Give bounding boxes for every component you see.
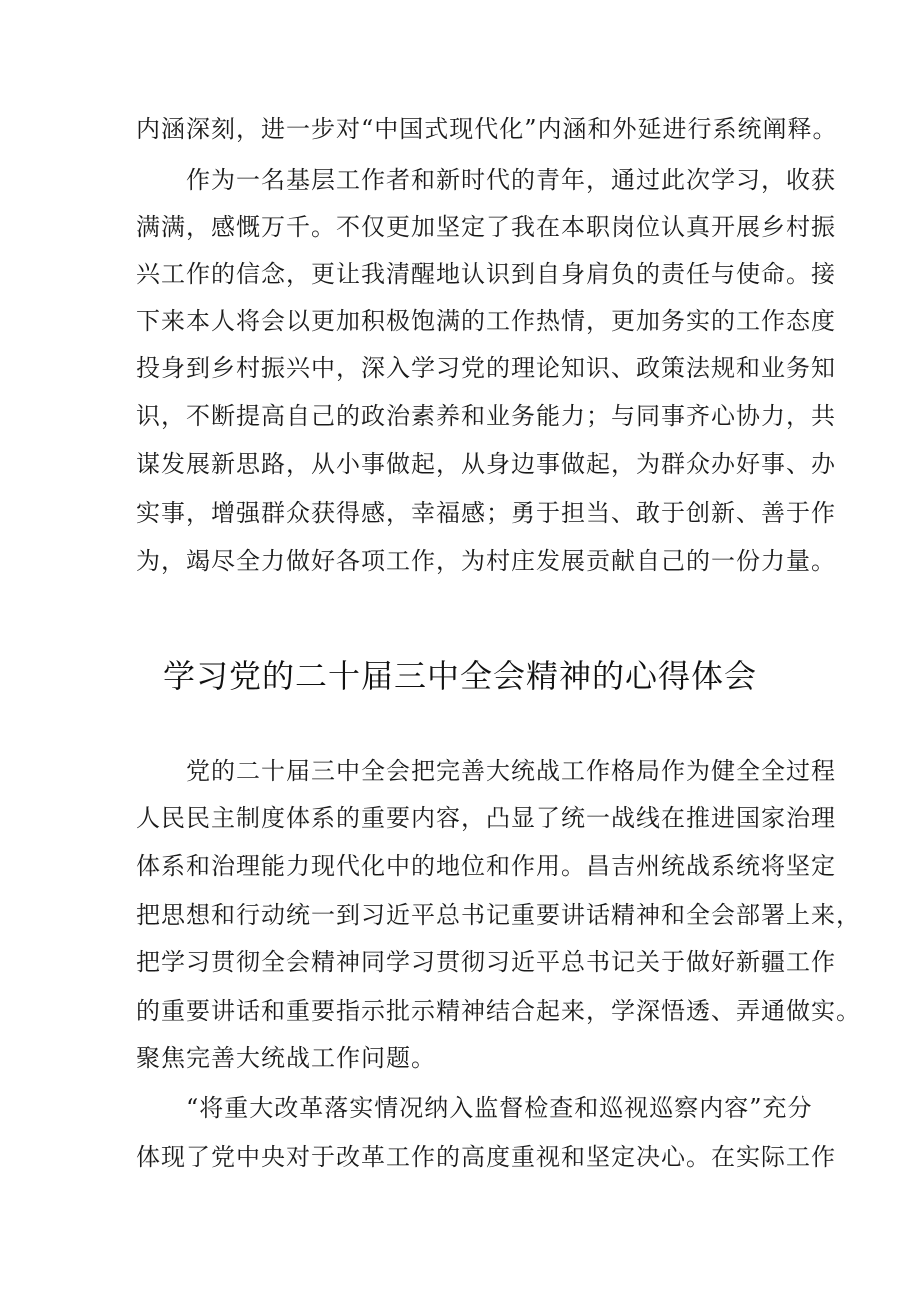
- text-line: 把学习贯彻全会精神同学习贯彻习近平总书记关于做好新疆工作: [136, 948, 836, 976]
- text-line: 下来本人将会以更加积极饱满的工作热情，更加务实的工作态度: [136, 307, 836, 335]
- text-line: 体系和治理能力现代化中的地位和作用。昌吉州统战系统将坚定: [136, 852, 836, 880]
- text-line: 为，竭尽全力做好各项工作，为村庄发展贡献自己的一份力量。: [136, 547, 836, 575]
- text-line: 投身到乡村振兴中，深入学习党的理论知识、政策法规和业务知: [136, 354, 836, 382]
- text-line: 实事，增强群众获得感，幸福感；勇于担当、敢于创新、善于作: [136, 499, 836, 527]
- text-line: 体现了党中央对于改革工作的高度重视和坚定决心。在实际工作: [136, 1143, 836, 1171]
- page-title: 学习党的二十届三中全会精神的心得体会: [162, 657, 757, 695]
- text-line: 聚焦完善大统战工作问题。: [136, 1044, 436, 1072]
- text-line: 人民民主制度体系的重要内容，凸显了统一战线在推进国家治理: [136, 804, 836, 832]
- text-line: 识，不断提高自己的政治素养和业务能力；与同事齐心协力，共: [136, 402, 836, 430]
- text-line: 党的二十届三中全会把完善大统战工作格局作为健全全过程: [136, 757, 836, 785]
- text-line: 内涵深刻，进一步对“中国式现代化”内涵和外延进行系统阐释。: [136, 115, 838, 143]
- text-line: 作为一名基层工作者和新时代的青年，通过此次学习，收获: [136, 166, 836, 194]
- text-line: 谋发展新思路，从小事做起，从身边事做起，为群众办好事、办: [136, 450, 836, 478]
- text-line: “将重大改革落实情况纳入监督检查和巡视巡察内容”充分: [136, 1094, 813, 1122]
- text-line: 把思想和行动统一到习近平总书记重要讲话精神和全会部署上来，: [136, 901, 861, 929]
- text-line: 兴工作的信念，更让我清醒地认识到自身肩负的责任与使命。接: [136, 260, 836, 288]
- text-line: 的重要讲话和重要指示批示精神结合起来，学深悟透、弄通做实。: [136, 997, 861, 1025]
- text-line: 满满，感慨万千。不仅更加坚定了我在本职岗位认真开展乡村振: [136, 213, 836, 241]
